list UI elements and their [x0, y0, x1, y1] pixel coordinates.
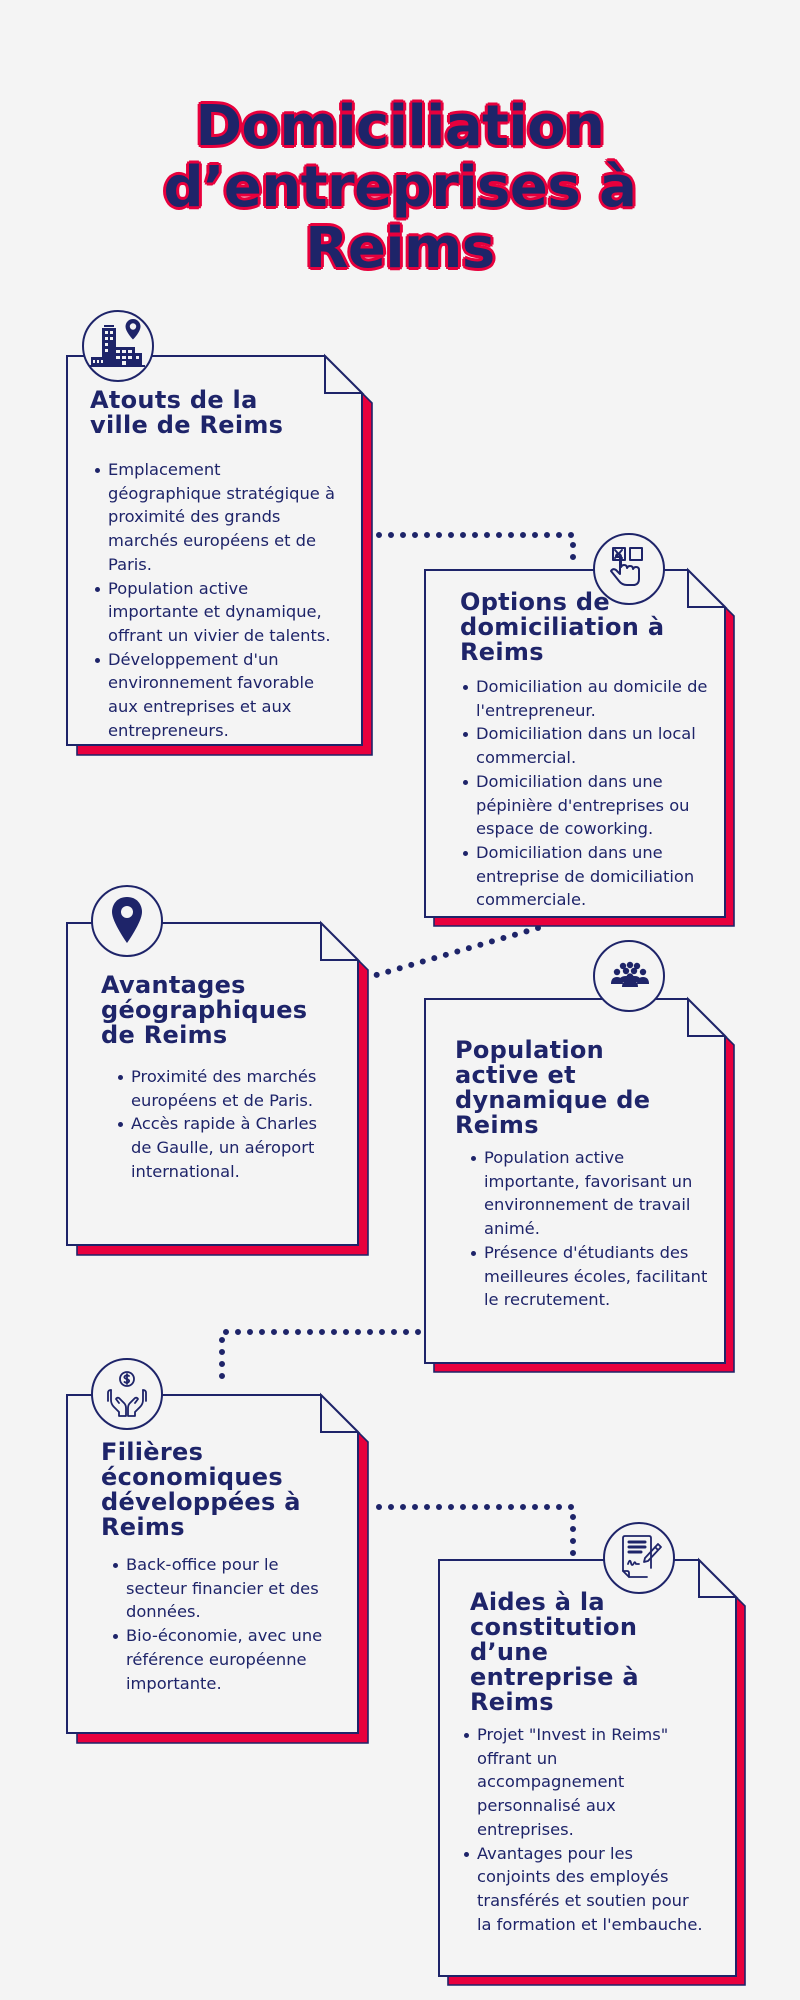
- card-title-line: Reims: [101, 1513, 185, 1541]
- list-item: Domiciliation dans un local commercial.: [476, 722, 728, 769]
- title-line-1: Domiciliation: [195, 94, 605, 159]
- card-title-line: Population: [455, 1036, 605, 1064]
- document-pen-icon: [603, 1522, 675, 1594]
- card-bullet-list: [476, 675, 728, 912]
- card-title-line: domiciliation à: [460, 613, 665, 641]
- card-title-line: constitution: [470, 1613, 638, 1641]
- card-title-line: Avantages: [101, 971, 246, 999]
- connector-4-5: [222, 1332, 418, 1384]
- card-title-line: de Reims: [101, 1021, 228, 1049]
- card-title: [101, 973, 307, 1048]
- people-group-icon: [593, 940, 665, 1012]
- list-item: Domiciliation au domicile de l'entrepreneur.: [476, 675, 728, 722]
- card-title: [460, 590, 664, 665]
- card-title-line: ville de Reims: [90, 411, 284, 439]
- list-item: Développement d'un environnement favorable aux entreprises et aux entrepreneurs.: [108, 648, 337, 743]
- list-item: Domiciliation dans une pépinière d'entreprises ou espace de coworking.: [476, 770, 728, 841]
- list-item: Emplacement géographique stratégique à proximité des grands marchés européens et de Paris.: [108, 458, 337, 577]
- card-title-line: Options de: [460, 588, 610, 616]
- connector-5-6: [379, 1507, 573, 1560]
- connector-1-2: [379, 535, 573, 565]
- list-item: Avantages pour les conjoints des employés transférés et soutien pour la formation et l'embauche.: [477, 1842, 707, 1937]
- list-item: Domiciliation dans une entreprise de domiciliation commerciale.: [476, 841, 728, 912]
- list-item: Proximité des marchés européens et de Paris.: [131, 1065, 327, 1112]
- list-item: Population active importante et dynamique, offrant un vivier de talents.: [108, 577, 337, 648]
- card-bullet-list: [131, 1065, 327, 1184]
- card-title-line: d’une: [470, 1638, 549, 1666]
- card-bullet-list: [484, 1146, 710, 1312]
- card-title-line: Reims: [460, 638, 544, 666]
- card-title-line: Reims: [455, 1111, 539, 1139]
- list-item: Population active importante, favorisant un environnement de travail animé.: [484, 1146, 710, 1241]
- card-title-line: Filières: [101, 1438, 204, 1466]
- list-item: Accès rapide à Charles de Gaulle, un aéroport international.: [131, 1112, 327, 1183]
- hands-dollar-icon: [91, 1358, 163, 1430]
- card-bullet-list: [126, 1553, 336, 1695]
- card-bullet-list: [477, 1723, 707, 1936]
- connector-2-3: [373, 928, 538, 976]
- card-bullet-list: [108, 458, 337, 742]
- card-title-line: Aides à la: [470, 1588, 605, 1616]
- card-title: [90, 388, 283, 438]
- title-line-2: d’entreprises à: [163, 155, 637, 220]
- card-title: [470, 1590, 639, 1715]
- list-item: Présence d'étudiants des meilleures écoles, facilitant le recrutement.: [484, 1241, 710, 1312]
- card-title: [455, 1038, 650, 1138]
- card-title: [101, 1440, 301, 1540]
- list-item: Back-office pour le secteur financier et des données.: [126, 1553, 336, 1624]
- card-title-line: géographiques: [101, 996, 308, 1024]
- buildings-pin-icon: [82, 310, 154, 382]
- card-title-line: économiques: [101, 1463, 283, 1491]
- card-title-line: développées à: [101, 1488, 301, 1516]
- list-item: Projet "Invest in Reims" offrant un accompagnement personnalisé aux entreprises.: [477, 1723, 707, 1842]
- card-title-line: Reims: [470, 1688, 554, 1716]
- card-title-line: entreprise à: [470, 1663, 639, 1691]
- card-title-line: dynamique de: [455, 1086, 651, 1114]
- list-item: Bio-économie, avec une référence européenne importante.: [126, 1624, 336, 1695]
- card-title-line: active et: [455, 1061, 576, 1089]
- card-title-line: Atouts de la: [90, 386, 258, 414]
- title-line-3: Reims: [305, 216, 495, 281]
- map-pin-icon: [91, 885, 163, 957]
